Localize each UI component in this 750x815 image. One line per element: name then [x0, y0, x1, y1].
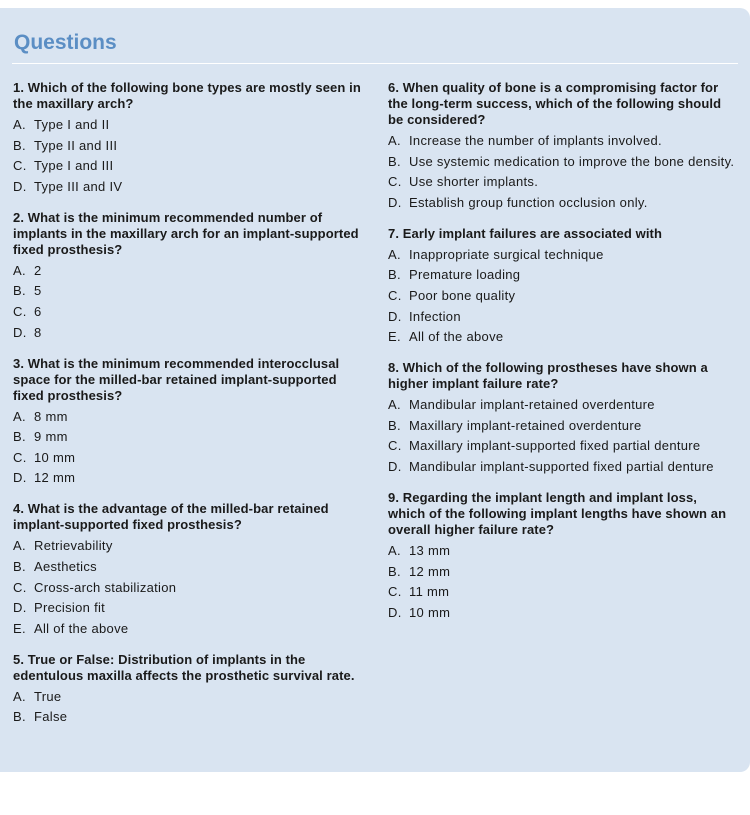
option-text: Use systemic medication to improve the bone density.	[409, 153, 735, 169]
answer-option	[388, 604, 738, 622]
question-text: 5. True or False: Distribution of implants in the edentulous maxilla affects the prosthetic survival rate.	[13, 651, 355, 683]
answer-option	[388, 437, 738, 455]
option-text: Maxillary implant-retained overdenture	[409, 417, 642, 433]
option-letter: D.	[13, 470, 27, 486]
option-letter: E.	[13, 620, 26, 636]
answer-option	[13, 688, 365, 706]
option-letter: A.	[388, 246, 401, 262]
option-letter: B.	[388, 267, 401, 283]
answer-option	[13, 449, 365, 467]
option-text: Maxillary implant-supported fixed partial denture	[409, 438, 701, 454]
option-letter: B.	[388, 153, 401, 169]
question-text: 4. What is the advantage of the milled-bar retained implant-supported fixed prosthesis?	[13, 501, 329, 533]
option-letter: A.	[388, 542, 401, 558]
question-text: 1. Which of the following bone types are mostly seen in the maxillary arch?	[13, 80, 361, 111]
option-letter: B.	[13, 137, 26, 153]
answer-option	[13, 282, 365, 300]
option-text: All of the above	[409, 329, 504, 345]
option-text: Poor bone quality	[409, 287, 516, 303]
option-text: 2	[34, 262, 42, 278]
option-text: Type I and II	[34, 117, 110, 132]
answer-option	[13, 408, 365, 426]
option-letter: B.	[13, 709, 26, 725]
option-text: Establish group function occlusion only.	[409, 194, 648, 210]
answer-option	[13, 620, 365, 638]
answer-option	[388, 542, 738, 560]
option-letter: B.	[388, 563, 401, 579]
question-9	[388, 490, 738, 622]
option-text: 5	[34, 283, 42, 299]
option-letter: C.	[13, 449, 27, 465]
option-text: Mandibular implant-supported fixed partial denture	[409, 458, 714, 474]
answer-option	[13, 537, 365, 555]
answer-option	[13, 708, 365, 726]
answer-option	[388, 194, 738, 212]
left-column	[13, 80, 365, 729]
option-letter: C.	[388, 287, 402, 303]
title-divider	[12, 63, 738, 64]
question-text: 2. What is the minimum recommended number of implants in the maxillary arch for an implant-supported fixed prosthesis?	[13, 209, 359, 257]
option-text: 9 mm	[34, 429, 68, 445]
question-text: 8. Which of the following prostheses have shown a higher implant failure rate?	[388, 360, 708, 392]
option-letter: D.	[388, 308, 402, 324]
option-text: 8	[34, 324, 42, 340]
option-text: Precision fit	[34, 600, 106, 616]
option-text: Increase the number of implants involved.	[409, 133, 662, 148]
option-text: Mandibular implant-retained overdenture	[409, 397, 655, 413]
question-text: 6. When quality of bone is a compromising factor for the long-term success, which of the following should be considered?	[388, 80, 722, 127]
answer-option	[388, 246, 738, 264]
option-letter: C.	[388, 438, 402, 454]
option-letter: A.	[388, 133, 401, 148]
option-text: 6	[34, 303, 42, 319]
question-7	[388, 226, 738, 346]
option-letter: B.	[13, 283, 26, 299]
answer-option	[13, 116, 365, 134]
answer-option	[388, 308, 738, 326]
answer-option	[13, 324, 365, 342]
option-letter: E.	[388, 329, 401, 345]
option-text: Type II and III	[34, 137, 118, 153]
answer-option	[388, 173, 738, 191]
option-letter: D.	[13, 600, 27, 616]
option-letter: D.	[13, 178, 27, 194]
question-4	[13, 501, 365, 637]
option-text: True	[34, 688, 62, 704]
option-text: Type I and III	[34, 158, 114, 174]
answer-option	[13, 428, 365, 446]
answer-option	[388, 132, 738, 150]
answer-option	[388, 396, 738, 414]
right-column	[388, 80, 738, 624]
option-letter: A.	[13, 408, 26, 424]
answer-option	[13, 178, 365, 196]
answer-option	[13, 262, 365, 280]
option-text: Inappropriate surgical technique	[409, 246, 604, 262]
option-letter: D.	[388, 604, 402, 620]
answer-option	[388, 328, 738, 346]
answer-option	[388, 458, 738, 476]
option-letter: D.	[388, 458, 402, 474]
answer-option	[388, 583, 738, 601]
option-text: Premature loading	[409, 267, 521, 283]
question-6	[388, 80, 738, 212]
answer-option	[388, 287, 738, 305]
question-text: 3. What is the minimum recommended interocclusal space for the milled-bar retained implant-supported fixed prosthesis?	[13, 355, 340, 403]
option-letter: B.	[388, 417, 401, 433]
option-text: 10 mm	[409, 604, 451, 620]
option-text: 11 mm	[409, 584, 450, 600]
answer-option	[13, 137, 365, 155]
answer-option	[388, 153, 738, 171]
question-2	[13, 210, 365, 342]
option-text: 13 mm	[409, 542, 451, 558]
question-text: 9. Regarding the implant length and implant loss, which of the following implant lengths have shown an overall higher failure rate?	[388, 489, 727, 537]
answer-option	[13, 599, 365, 617]
question-text: 7. Early implant failures are associated with	[388, 225, 662, 241]
option-letter: A.	[13, 262, 26, 278]
option-letter: C.	[13, 158, 27, 174]
answer-option	[388, 563, 738, 581]
option-letter: A.	[388, 397, 401, 413]
option-text: Use shorter implants.	[409, 174, 539, 190]
option-text: All of the above	[34, 620, 129, 636]
option-text: Aesthetics	[34, 558, 97, 574]
question-8	[388, 360, 738, 476]
answer-option	[13, 157, 365, 175]
answer-option	[13, 579, 365, 597]
option-letter: D.	[388, 194, 402, 210]
answer-option	[13, 558, 365, 576]
option-letter: D.	[13, 324, 27, 340]
option-letter: C.	[13, 579, 27, 595]
option-text: False	[34, 709, 68, 725]
answer-option	[388, 266, 738, 284]
option-text: Retrievability	[34, 538, 113, 554]
option-letter: C.	[388, 584, 402, 600]
section-title: Questions	[14, 31, 117, 54]
question-3	[13, 356, 365, 488]
option-letter: A.	[13, 117, 26, 132]
option-letter: A.	[13, 688, 26, 704]
answer-option	[13, 303, 365, 321]
answer-option	[13, 469, 365, 487]
option-text: 8 mm	[34, 408, 68, 424]
question-1	[13, 80, 365, 196]
option-text: Cross-arch stabilization	[34, 579, 177, 595]
option-letter: B.	[13, 429, 26, 445]
option-letter: B.	[13, 558, 26, 574]
option-letter: A.	[13, 538, 26, 554]
option-text: 12 mm	[34, 470, 76, 486]
option-text: 10 mm	[34, 449, 76, 465]
question-5	[13, 652, 365, 727]
option-text: Infection	[409, 308, 461, 324]
option-text: 12 mm	[409, 563, 451, 579]
option-letter: C.	[13, 303, 27, 319]
option-letter: C.	[388, 174, 402, 190]
answer-option	[388, 417, 738, 435]
option-text: Type III and IV	[34, 178, 123, 194]
